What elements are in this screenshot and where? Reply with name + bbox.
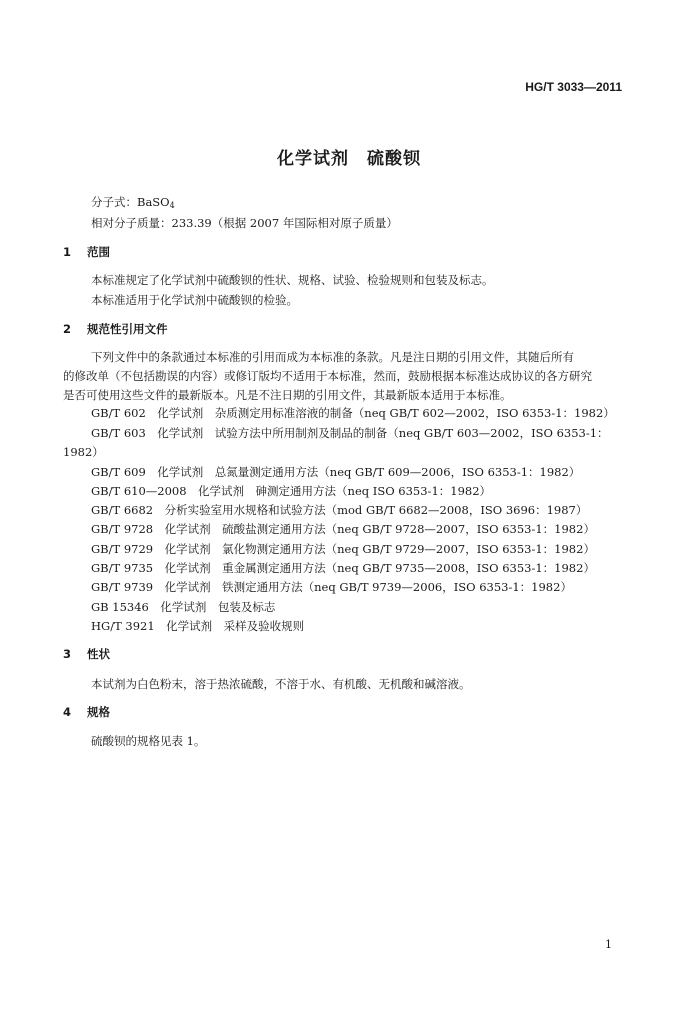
paragraph-line: 的修改单（不包括勘误的内容）或修订版均不适用于本标准，然而，鼓励根据本标准达成协议的各方研究 — [63, 369, 592, 383]
reference-item-continued: 1982） — [63, 445, 104, 459]
section-number: 1 — [63, 245, 72, 259]
molecular-mass: 相对分子质量：233.39（根据 2007 年国际相对原子质量） — [91, 216, 398, 230]
formula-label: 分子式：BaSO — [91, 195, 170, 209]
document-title — [0, 144, 698, 169]
title-part-2: 硫酸钡 — [367, 149, 421, 169]
paragraph-line: 下列文件中的条款通过本标准的引用而成为本标准的条款。凡是注日期的引用文件，其随后所有 — [91, 350, 574, 364]
reference-item: GB/T 9739 化学试剂 铁测定通用方法（neq GB/T 9739—2006，ISO 6353-1：1982） — [91, 580, 572, 594]
reference-item: GB/T 9728 化学试剂 硫酸盐测定通用方法（neq GB/T 9728—2007，ISO 6353-1：1982） — [91, 522, 595, 536]
paragraph: 本标准适用于化学试剂中硫酸钡的检验。 — [91, 293, 298, 307]
molecular-formula — [91, 194, 175, 210]
reference-item: GB/T 610—2008 化学试剂 砷测定通用方法（neq ISO 6353-1：1982） — [91, 484, 492, 498]
reference-item: GB/T 602 化学试剂 杂质测定用标准溶液的制备（neq GB/T 602—2002，ISO 6353-1：1982） — [91, 406, 615, 420]
reference-item: GB/T 609 化学试剂 总氮量测定通用方法（neq GB/T 609—2006，ISO 6353-1：1982） — [91, 465, 581, 479]
section-number: 3 — [63, 647, 72, 661]
section-title: 规格 — [87, 705, 110, 719]
section-title: 范围 — [87, 245, 110, 259]
section-heading-2 — [63, 321, 168, 337]
reference-item: GB/T 9735 化学试剂 重金属测定通用方法（neq GB/T 9735—2008，ISO 6353-1：1982） — [91, 561, 595, 575]
section-title: 规范性引用文件 — [87, 322, 168, 336]
paragraph-line: 是否可使用这些文件的最新版本。凡是不注日期的引用文件，其最新版本适用于本标准。 — [63, 388, 512, 402]
section-heading-4 — [63, 704, 110, 720]
title-part-1: 化学试剂 — [277, 149, 349, 169]
reference-item: HG/T 3921 化学试剂 采样及验收规则 — [91, 619, 305, 633]
section-heading-1 — [63, 244, 110, 260]
page-number: 1 — [605, 938, 612, 951]
section-number: 4 — [63, 705, 72, 719]
paragraph: 本试剂为白色粉末，溶于热浓硫酸，不溶于水、有机酸、无机酸和碱溶液。 — [91, 677, 471, 691]
reference-item: GB/T 603 化学试剂 试验方法中所用制剂及制品的制备（neq GB/T 603—2002，ISO 6353-1： — [91, 426, 609, 440]
standard-code: HG/T 3033—2011 — [525, 80, 622, 94]
reference-item: GB 15346 化学试剂 包装及标志 — [91, 600, 276, 614]
section-number: 2 — [63, 322, 72, 336]
section-title: 性状 — [87, 647, 110, 661]
reference-item: GB/T 9729 化学试剂 氯化物测定通用方法（neq GB/T 9729—2007，ISO 6353-1：1982） — [91, 542, 595, 556]
paragraph: 本标准规定了化学试剂中硫酸钡的性状、规格、试验、检验规则和包装及标志。 — [91, 273, 494, 287]
reference-item: GB/T 6682 分析实验室用水规格和试验方法（mod GB/T 6682—2008，ISO 3696：1987） — [91, 503, 588, 517]
paragraph: 硫酸钡的规格见表 1。 — [91, 734, 206, 748]
formula-subscript: 4 — [169, 201, 175, 210]
section-heading-3 — [63, 646, 110, 662]
